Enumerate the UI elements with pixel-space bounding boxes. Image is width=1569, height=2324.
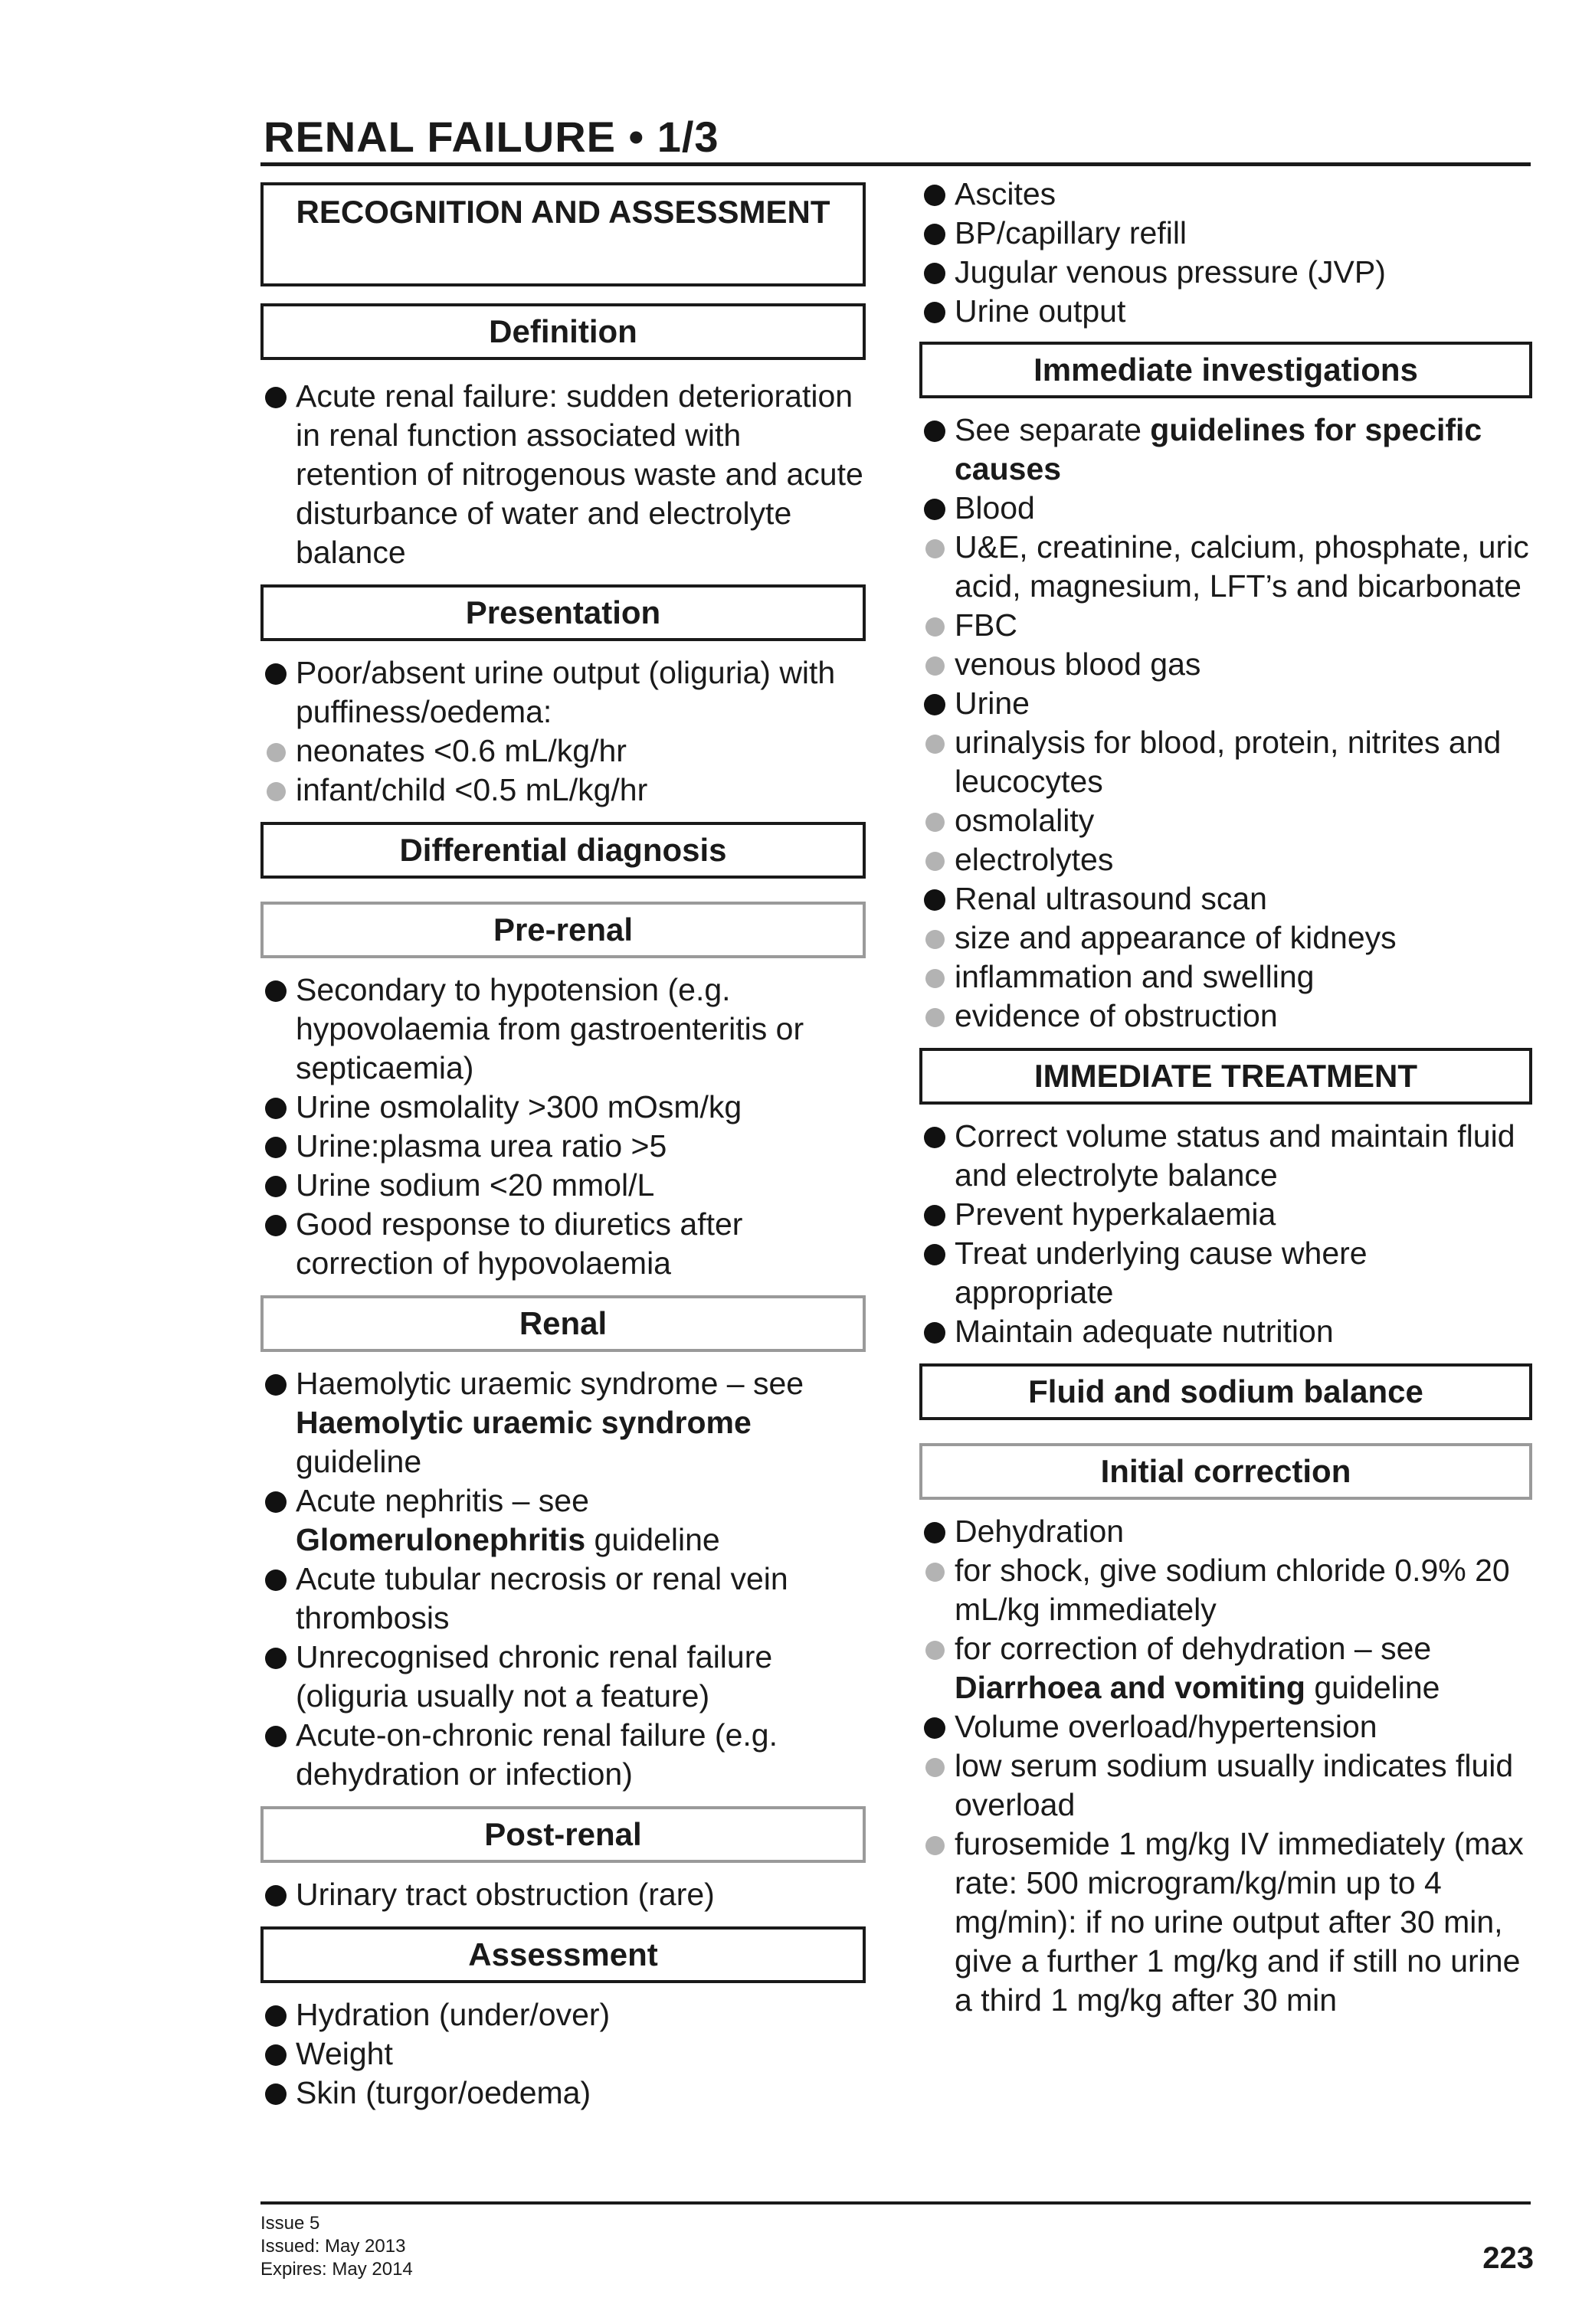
list-item: Acute-on-chronic renal failure (e.g. dehydration or infection) <box>260 1716 866 1794</box>
investigations-list <box>919 411 1532 1036</box>
list-item: Maintain adequate nutrition <box>919 1312 1532 1351</box>
footer <box>260 2212 413 2281</box>
pre-renal-heading: Pre-renal <box>260 902 866 958</box>
list-item: Urine:plasma urea ratio >5 <box>260 1127 866 1166</box>
list-item-text: guideline <box>1305 1670 1440 1705</box>
differential-heading: Differential diagnosis <box>260 822 866 879</box>
guideline-reference: Diarrhoea and vomiting <box>955 1670 1305 1705</box>
list-item: Good response to diuretics after correction of hypovolaemia <box>260 1205 866 1283</box>
footer-issued: Issued: May 2013 <box>260 2236 406 2257</box>
list-item-text: for correction of dehydration – see <box>955 1631 1432 1666</box>
list-item: Secondary to hypotension (e.g. hypovolaemia from gastroenteritis or septicaemia) <box>260 971 866 1088</box>
list-item: Urine sodium <20 mmol/L <box>260 1166 866 1205</box>
sub-list-item: size and appearance of kidneys <box>919 918 1532 957</box>
list-item: Correct volume status and maintain fluid and electrolyte balance <box>919 1117 1532 1195</box>
list-item: Poor/absent urine output (oliguria) with puffiness/oedema: <box>260 653 866 732</box>
list-item: Volume overload/hypertension <box>919 1707 1532 1746</box>
fluid-heading: Fluid and sodium balance <box>919 1363 1532 1420</box>
list-item: Dehydration <box>919 1512 1532 1551</box>
bottom-rule <box>260 2201 1531 2205</box>
sub-list-item: urinalysis for blood, protein, nitrites and leucocytes <box>919 723 1532 801</box>
list-item: Blood <box>919 489 1532 528</box>
sub-list-item: neonates <0.6 mL/kg/hr <box>260 732 866 771</box>
assessment-heading: Assessment <box>260 1926 866 1983</box>
sub-list-item: for shock, give sodium chloride 0.9% 20 mL/kg immediately <box>919 1551 1532 1629</box>
list-item: Urine <box>919 684 1532 723</box>
list-item-text: guideline <box>296 1444 422 1479</box>
post-renal-list <box>260 1875 866 1914</box>
sub-list-item: venous blood gas <box>919 645 1532 684</box>
presentation-list <box>260 653 866 810</box>
sub-list-item: FBC <box>919 606 1532 645</box>
list-item: Urine osmolality >300 mOsm/kg <box>260 1088 866 1127</box>
page-title: RENAL FAILURE • 1/3 <box>264 113 719 161</box>
footer-issue: Issue 5 <box>260 2213 320 2234</box>
list-item: Unrecognised chronic renal failure (oliguria usually not a feature) <box>260 1638 866 1716</box>
list-item: Urine output <box>919 292 1532 331</box>
sub-list-item: infant/child <0.5 mL/kg/hr <box>260 771 866 810</box>
list-item <box>919 411 1532 489</box>
list-item: Renal ultrasound scan <box>919 879 1532 918</box>
investigations-heading: Immediate investigations <box>919 342 1532 398</box>
list-item: Treat underlying cause where appropriate <box>919 1234 1532 1312</box>
list-item: Skin (turgor/oedema) <box>260 2074 866 2113</box>
list-item: Acute tubular necrosis or renal vein thrombosis <box>260 1560 866 1638</box>
recognition-heading: RECOGNITION AND ASSESSMENT <box>260 182 866 286</box>
definition-heading: Definition <box>260 303 866 360</box>
right-column <box>919 175 1532 2020</box>
list-item: Hydration (under/over) <box>260 1995 866 2034</box>
treatment-heading: IMMEDIATE TREATMENT <box>919 1048 1532 1105</box>
sub-list-item: osmolality <box>919 801 1532 840</box>
sub-list-item: furosemide 1 mg/kg IV immediately (max rate: 500 microgram/kg/min up to 4 mg/min): if no urine output after 30 min, give a further 1 mg/kg and if still no urine a third 1 mg/kg after 30 min <box>919 1825 1532 2020</box>
renal-heading: Renal <box>260 1295 866 1352</box>
list-item-text: See separate <box>955 412 1151 447</box>
list-item-text: guideline <box>585 1522 720 1557</box>
assessment-list <box>260 1995 866 2113</box>
list-item: Ascites <box>919 175 1532 214</box>
initial-correction-heading: Initial correction <box>919 1443 1532 1500</box>
list-item <box>260 1481 866 1560</box>
renal-list <box>260 1364 866 1794</box>
list-item: Acute renal failure: sudden deterioration in renal function associated with retention of nitrogenous waste and acute disturbance of water and electrolyte balance <box>260 377 866 572</box>
guideline-reference: guidelines for specific causes <box>955 412 1482 486</box>
page-number: 223 <box>1482 2241 1534 2275</box>
sub-list-item: inflammation and swelling <box>919 957 1532 997</box>
pre-renal-list <box>260 971 866 1283</box>
left-column <box>260 182 866 2113</box>
assessment-continued-list <box>919 175 1532 331</box>
list-item-text: Acute nephritis – see <box>296 1483 589 1518</box>
sub-list-item <box>919 1629 1532 1707</box>
sub-list-item: evidence of obstruction <box>919 997 1532 1036</box>
list-item: BP/capillary refill <box>919 214 1532 253</box>
guideline-reference: Haemolytic uraemic syndrome <box>296 1405 752 1440</box>
treatment-list <box>919 1117 1532 1351</box>
sub-list-item: low serum sodium usually indicates fluid overload <box>919 1746 1532 1825</box>
list-item: Urinary tract obstruction (rare) <box>260 1875 866 1914</box>
list-item-text: Haemolytic uraemic syndrome – see <box>296 1366 804 1401</box>
sub-list-item: electrolytes <box>919 840 1532 879</box>
initial-correction-list <box>919 1512 1532 2020</box>
top-rule <box>260 162 1531 166</box>
footer-expires: Expires: May 2014 <box>260 2259 413 2280</box>
sub-list-item: U&E, creatinine, calcium, phosphate, uric acid, magnesium, LFT’s and bicarbonate <box>919 528 1532 606</box>
post-renal-heading: Post-renal <box>260 1806 866 1863</box>
list-item: Jugular venous pressure (JVP) <box>919 253 1532 292</box>
guideline-reference: Glomerulonephritis <box>296 1522 586 1557</box>
presentation-heading: Presentation <box>260 584 866 641</box>
definition-list <box>260 377 866 572</box>
list-item: Prevent hyperkalaemia <box>919 1195 1532 1234</box>
list-item: Weight <box>260 2034 866 2074</box>
list-item <box>260 1364 866 1481</box>
